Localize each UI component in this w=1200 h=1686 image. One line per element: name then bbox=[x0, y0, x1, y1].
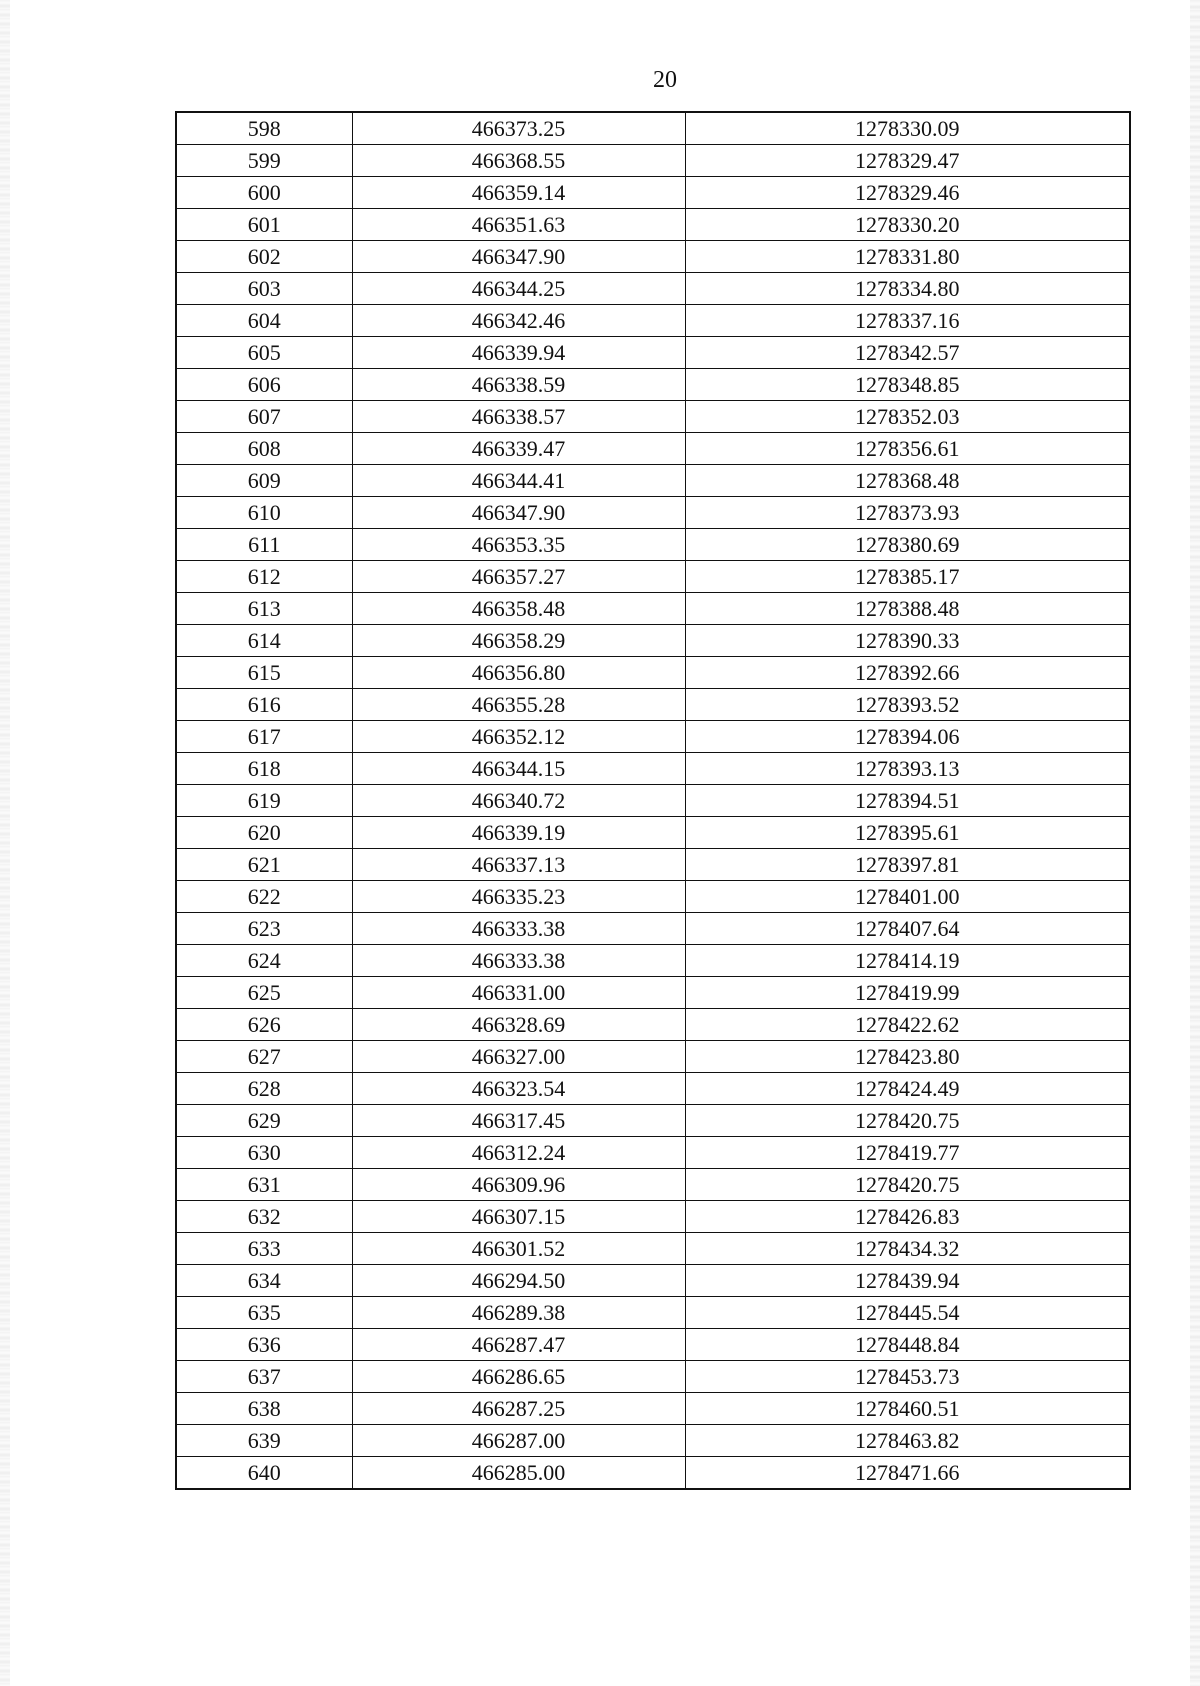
y-coordinate-cell: 1278439.94 bbox=[685, 1265, 1130, 1297]
table-row bbox=[176, 497, 1130, 529]
y-coordinate-cell: 1278373.93 bbox=[685, 497, 1130, 529]
y-coordinate-cell: 1278393.13 bbox=[685, 753, 1130, 785]
x-coordinate-cell: 466287.00 bbox=[352, 1425, 685, 1457]
point-number-cell: 628 bbox=[176, 1073, 352, 1105]
point-number-cell: 639 bbox=[176, 1425, 352, 1457]
point-number-cell: 611 bbox=[176, 529, 352, 561]
y-coordinate-cell: 1278380.69 bbox=[685, 529, 1130, 561]
table-row bbox=[176, 625, 1130, 657]
scan-edge-right bbox=[1190, 0, 1200, 1686]
x-coordinate-cell: 466344.15 bbox=[352, 753, 685, 785]
table-row bbox=[176, 849, 1130, 881]
table-row bbox=[176, 177, 1130, 209]
point-number-cell: 627 bbox=[176, 1041, 352, 1073]
x-coordinate-cell: 466339.19 bbox=[352, 817, 685, 849]
point-number-cell: 633 bbox=[176, 1233, 352, 1265]
point-number-cell: 607 bbox=[176, 401, 352, 433]
x-coordinate-cell: 466351.63 bbox=[352, 209, 685, 241]
table-row bbox=[176, 337, 1130, 369]
x-coordinate-cell: 466352.12 bbox=[352, 721, 685, 753]
point-number-cell: 601 bbox=[176, 209, 352, 241]
point-number-cell: 615 bbox=[176, 657, 352, 689]
x-coordinate-cell: 466301.52 bbox=[352, 1233, 685, 1265]
scan-edge-left bbox=[0, 0, 10, 1686]
y-coordinate-cell: 1278419.99 bbox=[685, 977, 1130, 1009]
y-coordinate-cell: 1278385.17 bbox=[685, 561, 1130, 593]
table-row bbox=[176, 1105, 1130, 1137]
x-coordinate-cell: 466287.47 bbox=[352, 1329, 685, 1361]
point-number-cell: 603 bbox=[176, 273, 352, 305]
y-coordinate-cell: 1278330.09 bbox=[685, 112, 1130, 145]
point-number-cell: 626 bbox=[176, 1009, 352, 1041]
x-coordinate-cell: 466335.23 bbox=[352, 881, 685, 913]
y-coordinate-cell: 1278414.19 bbox=[685, 945, 1130, 977]
table-row bbox=[176, 977, 1130, 1009]
x-coordinate-cell: 466287.25 bbox=[352, 1393, 685, 1425]
point-number-cell: 635 bbox=[176, 1297, 352, 1329]
table-row bbox=[176, 721, 1130, 753]
table-row bbox=[176, 1201, 1130, 1233]
x-coordinate-cell: 466323.54 bbox=[352, 1073, 685, 1105]
table-row bbox=[176, 1393, 1130, 1425]
y-coordinate-cell: 1278352.03 bbox=[685, 401, 1130, 433]
y-coordinate-cell: 1278348.85 bbox=[685, 369, 1130, 401]
y-coordinate-cell: 1278445.54 bbox=[685, 1297, 1130, 1329]
x-coordinate-cell: 466338.59 bbox=[352, 369, 685, 401]
table-row bbox=[176, 369, 1130, 401]
point-number-cell: 631 bbox=[176, 1169, 352, 1201]
table-row bbox=[176, 1041, 1130, 1073]
point-number-cell: 612 bbox=[176, 561, 352, 593]
x-coordinate-cell: 466358.48 bbox=[352, 593, 685, 625]
y-coordinate-cell: 1278422.62 bbox=[685, 1009, 1130, 1041]
coordinate-table bbox=[175, 111, 1131, 1490]
x-coordinate-cell: 466359.14 bbox=[352, 177, 685, 209]
x-coordinate-cell: 466357.27 bbox=[352, 561, 685, 593]
y-coordinate-cell: 1278331.80 bbox=[685, 241, 1130, 273]
x-coordinate-cell: 466344.25 bbox=[352, 273, 685, 305]
y-coordinate-cell: 1278334.80 bbox=[685, 273, 1130, 305]
table-row bbox=[176, 817, 1130, 849]
point-number-cell: 613 bbox=[176, 593, 352, 625]
point-number-cell: 636 bbox=[176, 1329, 352, 1361]
point-number-cell: 604 bbox=[176, 305, 352, 337]
x-coordinate-cell: 466309.96 bbox=[352, 1169, 685, 1201]
x-coordinate-cell: 466333.38 bbox=[352, 913, 685, 945]
x-coordinate-cell: 466373.25 bbox=[352, 112, 685, 145]
x-coordinate-cell: 466358.29 bbox=[352, 625, 685, 657]
x-coordinate-cell: 466342.46 bbox=[352, 305, 685, 337]
x-coordinate-cell: 466307.15 bbox=[352, 1201, 685, 1233]
y-coordinate-cell: 1278420.75 bbox=[685, 1105, 1130, 1137]
x-coordinate-cell: 466340.72 bbox=[352, 785, 685, 817]
x-coordinate-cell: 466347.90 bbox=[352, 497, 685, 529]
table-row bbox=[176, 1297, 1130, 1329]
table-row bbox=[176, 1073, 1130, 1105]
table-row bbox=[176, 145, 1130, 177]
x-coordinate-cell: 466286.65 bbox=[352, 1361, 685, 1393]
x-coordinate-cell: 466331.00 bbox=[352, 977, 685, 1009]
y-coordinate-cell: 1278390.33 bbox=[685, 625, 1130, 657]
y-coordinate-cell: 1278397.81 bbox=[685, 849, 1130, 881]
y-coordinate-cell: 1278329.47 bbox=[685, 145, 1130, 177]
y-coordinate-cell: 1278394.06 bbox=[685, 721, 1130, 753]
x-coordinate-cell: 466294.50 bbox=[352, 1265, 685, 1297]
table-row bbox=[176, 945, 1130, 977]
table-row bbox=[176, 241, 1130, 273]
table-row bbox=[176, 785, 1130, 817]
y-coordinate-cell: 1278407.64 bbox=[685, 913, 1130, 945]
table-row bbox=[176, 1009, 1130, 1041]
table-row bbox=[176, 593, 1130, 625]
table-row bbox=[176, 1233, 1130, 1265]
x-coordinate-cell: 466368.55 bbox=[352, 145, 685, 177]
y-coordinate-cell: 1278434.32 bbox=[685, 1233, 1130, 1265]
table-row bbox=[176, 305, 1130, 337]
point-number-cell: 614 bbox=[176, 625, 352, 657]
table-row bbox=[176, 1329, 1130, 1361]
point-number-cell: 619 bbox=[176, 785, 352, 817]
table-row bbox=[176, 1457, 1130, 1490]
x-coordinate-cell: 466289.38 bbox=[352, 1297, 685, 1329]
point-number-cell: 637 bbox=[176, 1361, 352, 1393]
point-number-cell: 624 bbox=[176, 945, 352, 977]
x-coordinate-cell: 466353.35 bbox=[352, 529, 685, 561]
y-coordinate-cell: 1278330.20 bbox=[685, 209, 1130, 241]
y-coordinate-cell: 1278395.61 bbox=[685, 817, 1130, 849]
table-row bbox=[176, 1361, 1130, 1393]
point-number-cell: 629 bbox=[176, 1105, 352, 1137]
table-row bbox=[176, 273, 1130, 305]
y-coordinate-cell: 1278453.73 bbox=[685, 1361, 1130, 1393]
point-number-cell: 625 bbox=[176, 977, 352, 1009]
table-row bbox=[176, 753, 1130, 785]
x-coordinate-cell: 466347.90 bbox=[352, 241, 685, 273]
table-row bbox=[176, 657, 1130, 689]
table-row bbox=[176, 465, 1130, 497]
point-number-cell: 608 bbox=[176, 433, 352, 465]
y-coordinate-cell: 1278356.61 bbox=[685, 433, 1130, 465]
page-number: 20 bbox=[653, 67, 677, 93]
point-number-cell: 621 bbox=[176, 849, 352, 881]
x-coordinate-cell: 466355.28 bbox=[352, 689, 685, 721]
point-number-cell: 623 bbox=[176, 913, 352, 945]
table-row bbox=[176, 913, 1130, 945]
point-number-cell: 602 bbox=[176, 241, 352, 273]
point-number-cell: 609 bbox=[176, 465, 352, 497]
point-number-cell: 632 bbox=[176, 1201, 352, 1233]
y-coordinate-cell: 1278337.16 bbox=[685, 305, 1130, 337]
y-coordinate-cell: 1278423.80 bbox=[685, 1041, 1130, 1073]
point-number-cell: 620 bbox=[176, 817, 352, 849]
y-coordinate-cell: 1278460.51 bbox=[685, 1393, 1130, 1425]
y-coordinate-cell: 1278426.83 bbox=[685, 1201, 1130, 1233]
point-number-cell: 606 bbox=[176, 369, 352, 401]
y-coordinate-cell: 1278394.51 bbox=[685, 785, 1130, 817]
y-coordinate-cell: 1278392.66 bbox=[685, 657, 1130, 689]
point-number-cell: 638 bbox=[176, 1393, 352, 1425]
x-coordinate-cell: 466344.41 bbox=[352, 465, 685, 497]
coordinate-table-body bbox=[176, 112, 1130, 1489]
point-number-cell: 600 bbox=[176, 177, 352, 209]
y-coordinate-cell: 1278401.00 bbox=[685, 881, 1130, 913]
y-coordinate-cell: 1278419.77 bbox=[685, 1137, 1130, 1169]
x-coordinate-cell: 466337.13 bbox=[352, 849, 685, 881]
y-coordinate-cell: 1278424.49 bbox=[685, 1073, 1130, 1105]
point-number-cell: 618 bbox=[176, 753, 352, 785]
y-coordinate-cell: 1278329.46 bbox=[685, 177, 1130, 209]
x-coordinate-cell: 466338.57 bbox=[352, 401, 685, 433]
point-number-cell: 617 bbox=[176, 721, 352, 753]
y-coordinate-cell: 1278388.48 bbox=[685, 593, 1130, 625]
y-coordinate-cell: 1278368.48 bbox=[685, 465, 1130, 497]
x-coordinate-cell: 466339.47 bbox=[352, 433, 685, 465]
x-coordinate-cell: 466285.00 bbox=[352, 1457, 685, 1490]
table-row bbox=[176, 1137, 1130, 1169]
y-coordinate-cell: 1278420.75 bbox=[685, 1169, 1130, 1201]
table-row bbox=[176, 1425, 1130, 1457]
table-row bbox=[176, 209, 1130, 241]
y-coordinate-cell: 1278471.66 bbox=[685, 1457, 1130, 1490]
x-coordinate-cell: 466328.69 bbox=[352, 1009, 685, 1041]
table-row bbox=[176, 1169, 1130, 1201]
point-number-cell: 616 bbox=[176, 689, 352, 721]
y-coordinate-cell: 1278463.82 bbox=[685, 1425, 1130, 1457]
point-number-cell: 605 bbox=[176, 337, 352, 369]
point-number-cell: 634 bbox=[176, 1265, 352, 1297]
y-coordinate-cell: 1278342.57 bbox=[685, 337, 1130, 369]
point-number-cell: 610 bbox=[176, 497, 352, 529]
point-number-cell: 640 bbox=[176, 1457, 352, 1490]
y-coordinate-cell: 1278393.52 bbox=[685, 689, 1130, 721]
x-coordinate-cell: 466339.94 bbox=[352, 337, 685, 369]
table-row bbox=[176, 112, 1130, 145]
point-number-cell: 622 bbox=[176, 881, 352, 913]
table-row bbox=[176, 1265, 1130, 1297]
table-row bbox=[176, 433, 1130, 465]
point-number-cell: 599 bbox=[176, 145, 352, 177]
x-coordinate-cell: 466327.00 bbox=[352, 1041, 685, 1073]
table-row bbox=[176, 881, 1130, 913]
x-coordinate-cell: 466356.80 bbox=[352, 657, 685, 689]
y-coordinate-cell: 1278448.84 bbox=[685, 1329, 1130, 1361]
x-coordinate-cell: 466333.38 bbox=[352, 945, 685, 977]
table-row bbox=[176, 689, 1130, 721]
point-number-cell: 598 bbox=[176, 112, 352, 145]
x-coordinate-cell: 466312.24 bbox=[352, 1137, 685, 1169]
x-coordinate-cell: 466317.45 bbox=[352, 1105, 685, 1137]
point-number-cell: 630 bbox=[176, 1137, 352, 1169]
table-row bbox=[176, 529, 1130, 561]
table-row bbox=[176, 561, 1130, 593]
table-row bbox=[176, 401, 1130, 433]
